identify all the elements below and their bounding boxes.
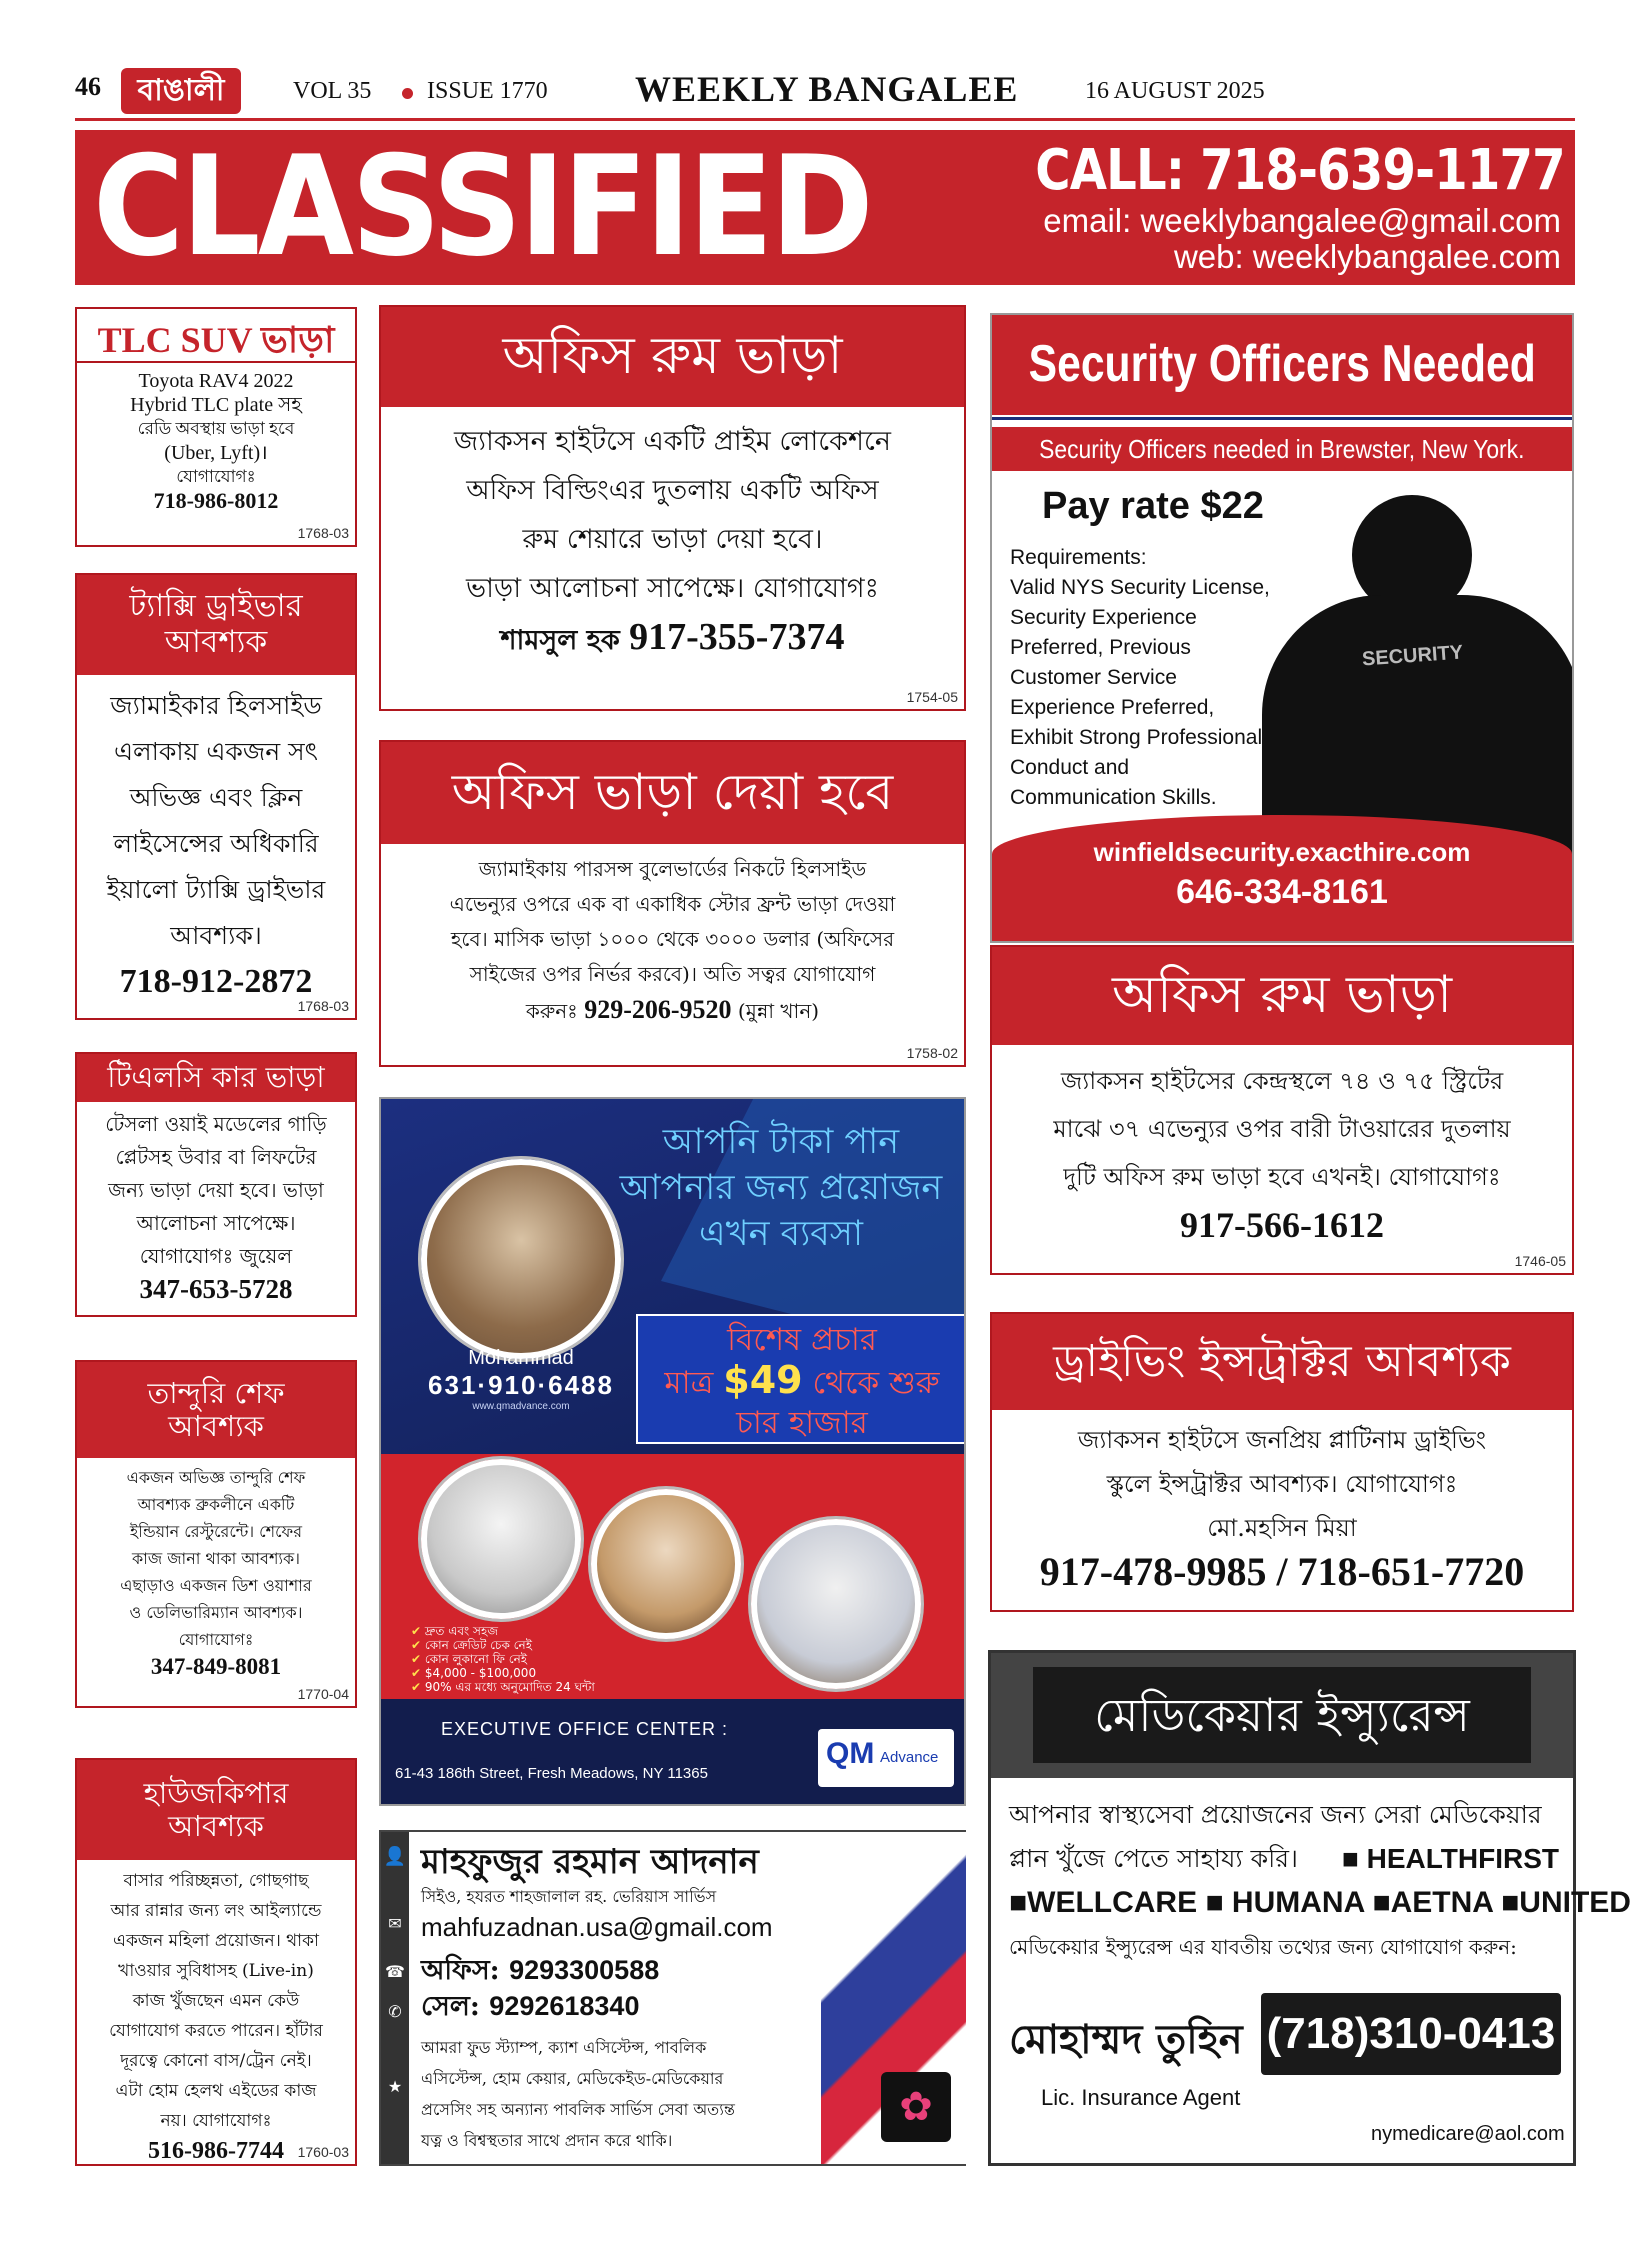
ad-code: 1768-03	[297, 525, 349, 541]
plans-row	[1009, 1881, 1631, 1925]
doctor-photo	[751, 1519, 921, 1689]
ad-line: জন্য ভাড়া দেয়া হবে। ভাড়া	[108, 1178, 324, 1202]
ad-heading: অফিস রুম ভাড়া	[992, 947, 1572, 1045]
ad-line: এলাকায় একজন সৎ	[114, 737, 318, 766]
banner-web: web: weeklybangalee.com	[1173, 238, 1561, 275]
person-photo	[421, 1159, 621, 1359]
ad-phone: 347-849-8081	[150, 1654, 282, 1679]
plan-name: AETNA	[1390, 1886, 1493, 1919]
plan-item: ■AETNA	[1372, 1886, 1493, 1919]
req-line: Security Experience	[1010, 606, 1197, 629]
office-label: অফিস:	[421, 1955, 500, 1986]
volume: VOL 35	[293, 78, 372, 104]
ad-line: রেডি অবস্থায় ভাড়া হবে	[137, 419, 295, 438]
ad-line: আবশ্যক।	[170, 921, 262, 950]
ad-qm-advance	[379, 1097, 966, 1806]
ad-line: যোগাযোগঃ জুয়েল	[139, 1244, 293, 1268]
ad-line: জ্যাকসন হাইটসে জনপ্রিয় প্লাটিনাম ড্রাইভিং	[1077, 1426, 1487, 1454]
ad-line: ইন্ডিয়ান রেস্টুরেন্টে। শেফের	[129, 1522, 303, 1541]
issue: ISSUE 1770	[427, 78, 548, 104]
plan-name: HUMANA	[1231, 1886, 1365, 1919]
divider	[77, 361, 355, 363]
ad-line: মো.মহসিন মিয়া	[1207, 1514, 1357, 1542]
ad-code: 1746-05	[1514, 1253, 1566, 1269]
cell-phone: 9292618340	[489, 1991, 640, 2021]
ad-headline	[601, 1119, 961, 1257]
ad-heading: TLC SUV ভাড়া	[97, 320, 335, 360]
ad-line: মাঝে ৩৭ এভেন্যুর ওপর বারী টাওয়ারের দুতলায়	[1053, 1115, 1511, 1143]
office-address: 61-43 186th Street, Fresh Meadows, NY 11365	[395, 1765, 708, 1782]
promo-line	[638, 1360, 966, 1403]
ad-line: বাসার পরিচ্ছন্নতা, গোছগাছ	[123, 1871, 309, 1891]
ad-line: অভিজ্ঞ এবং ক্লিন	[129, 783, 303, 812]
logo-text: QM	[826, 1737, 875, 1770]
ad-line: জ্যাকসন হাইটসে একটি প্রাইম লোকেশনে	[454, 426, 891, 457]
ad-heading-line: হাউজকিপার	[143, 1775, 289, 1810]
plan-item: ■WELLCARE	[1009, 1886, 1198, 1919]
ad-heading: অফিস ভাড়া দেয়া হবে	[381, 742, 964, 844]
ad-line: কাজ জানা থাকা আবশ্যক।	[132, 1549, 300, 1568]
ad-line: দুটি অফিস রুম ভাড়া হবে এখনই। যোগাযোগঃ	[1063, 1163, 1501, 1191]
banner-phone: CALL: 718-639-1177	[1035, 138, 1565, 203]
check-icon: ✔	[411, 1624, 425, 1638]
ad-office-room-2	[990, 945, 1574, 1275]
ad-heading	[77, 1362, 355, 1458]
ad-phone: 917-355-7374	[629, 616, 845, 658]
ad-line: প্লান খুঁজে পেতে সাহায্য করি।	[1009, 1844, 1298, 1873]
contact-site: www.qmadvance.com	[472, 1401, 570, 1412]
ad-line: Toyota RAV4 2022	[138, 370, 294, 392]
promo-word: থেকে শুরু	[812, 1365, 940, 1401]
desc-line: এসিস্টেন্স, হোম কেয়ার, মেডিকেইড-মেডিকেয়ার	[421, 2069, 724, 2088]
ad-heading: ড্রাইভিং ইন্সট্রাক্টর আবশ্যক	[992, 1314, 1572, 1410]
desc-line: প্রসেসিং সহ অন্যান্য পাবলিক সার্ভিস সেবা অত্যন্ত	[421, 2100, 735, 2119]
ad-code: 1770-04	[297, 1686, 349, 1702]
ad-line: দূরত্বে কোনো বাস/ট্রেন নেই।	[120, 2051, 312, 2071]
promo-text	[638, 1320, 966, 1443]
ad-adnan-card	[379, 1830, 966, 2166]
ad-contact: শামসুল হক	[500, 625, 620, 656]
issue-date: 16 AUGUST 2025	[1085, 78, 1265, 104]
ad-body	[83, 1108, 349, 1306]
card-email: mahfuzadnan.usa@gmail.com	[421, 1912, 773, 1942]
logo	[121, 68, 241, 114]
desc-line: যত্ন ও বিশ্বস্থতার সাথে প্রদান করে থাকি।	[421, 2131, 673, 2150]
ad-line: নয়। যোগাযোগঃ	[160, 2111, 272, 2131]
ad-footer	[992, 815, 1572, 943]
ad-body	[83, 369, 349, 513]
benefit-item	[411, 1638, 711, 1652]
contact-name: Mohammad	[468, 1347, 574, 1369]
mobile-icon: ✆	[388, 2002, 402, 2021]
ad-line: আপনার স্বাস্থ্যসেবা প্রয়োজনের জন্য সেরা মেডিকেয়ার	[1009, 1800, 1542, 1829]
ad-line: আলোচনা সাপেক্ষে।	[136, 1211, 296, 1235]
cell-label: সেল:	[421, 1991, 480, 2022]
ad-phone: 347-653-5728	[139, 1274, 293, 1304]
person-icon: 👤	[383, 1846, 407, 1867]
req-line: Experience Preferred,	[1010, 696, 1215, 719]
service-icon: ★	[387, 2077, 403, 2096]
plan-item: ■UNITED	[1501, 1886, 1631, 1919]
promo-word: মাত্র	[664, 1365, 714, 1401]
ad-heading-line: তান্দুরি শেফ	[147, 1375, 285, 1410]
chef-photo	[421, 1459, 581, 1619]
ad-phone: 917-566-1612	[1180, 1205, 1384, 1245]
banner-email: email: weeklybangalee@gmail.com	[1043, 202, 1561, 239]
card-cell	[421, 1986, 639, 2031]
req-line: Conduct and	[1010, 756, 1130, 779]
card-description	[421, 2032, 851, 2156]
ad-office-room-1	[379, 305, 966, 711]
ad-heading: টিএলসি কার ভাড়া	[77, 1054, 355, 1102]
req-line: Exhibit Strong Professional	[1010, 726, 1263, 749]
ad-line: এটা হোম হেলথ এইডের কাজ	[115, 2081, 317, 2101]
security-site: winfieldsecurity.exacthire.com	[1093, 837, 1471, 867]
ad-code: 1760-03	[297, 2144, 349, 2160]
email-icon: ✉	[388, 1914, 402, 1933]
ad-headline-line: আপনার জন্য প্রয়োজন	[619, 1168, 943, 1208]
ad-line: আর রান্নার জন্য লং আইল্যান্ডে	[110, 1901, 322, 1921]
promo-price: $49	[723, 1358, 803, 1402]
ad-line: Hybrid TLC plate সহ	[130, 394, 302, 416]
ad-line: রুম শেয়ারে ভাড়া দেয়া হবে।	[522, 524, 823, 555]
req-line: Customer Service	[1010, 666, 1177, 689]
ad-line: জ্যাকসন হাইটসের কেন্দ্রস্থলে ৭৪ ও ৭৫ স্ট্রিটের	[1060, 1067, 1504, 1095]
phone-icon: ☎	[385, 1962, 405, 1981]
ad-body	[83, 1464, 349, 1680]
ad-line: কাজ খুঁজছেন এমন কেউ	[132, 1991, 300, 2011]
ad-line: লাইসেন্সের অধিকারি	[113, 829, 319, 858]
ad-line: (Uber, Lyft)।	[164, 442, 268, 464]
ad-line: একজন অভিজ্ঞ তান্দুরি শেফ	[126, 1468, 306, 1487]
benefit-item	[411, 1666, 711, 1680]
ad-tandoori-chef	[75, 1360, 357, 1708]
ad-contact-line	[387, 613, 958, 665]
ad-body	[387, 852, 958, 1029]
ad-body	[998, 1057, 1566, 1249]
ad-body	[998, 1418, 1566, 1594]
ad-headline-line: আপনি টাকা পান	[662, 1122, 900, 1162]
req-line: Preferred, Previous	[1010, 636, 1191, 659]
classified-banner	[75, 126, 1575, 287]
agent-name: মোহাম্মদ তুহিন	[1009, 2016, 1243, 2063]
plan-name: WELLCARE	[1027, 1886, 1198, 1919]
ad-line: জ্যামাইকায় পারসন্স বুলেভার্ডের নিকটে হিলসাইড	[478, 857, 867, 881]
check-icon: ✔	[411, 1652, 425, 1666]
benefit-text: দ্রুত এবং সহজ	[424, 1624, 498, 1638]
ad-line: ও ডেলিভারিম্যান আবশ্যক।	[129, 1603, 303, 1622]
ad-line: ইয়ালো ট্যাক্সি ড্রাইভার	[106, 875, 326, 904]
ad-office-rent	[379, 740, 966, 1067]
ad-heading-line: আবশ্যক	[168, 1409, 264, 1443]
ad-code: 1754-05	[906, 689, 958, 705]
check-icon: ✔	[411, 1680, 425, 1694]
ad-line: এছাড়াও একজন ডিশ ওয়াশার	[120, 1576, 312, 1595]
bullet-dot	[402, 88, 413, 99]
ad-headline-line: এখন ব্যবসা	[698, 1214, 863, 1254]
check-icon: ✔	[411, 1666, 425, 1680]
ad-line: সাইজের ওপর নির্ভর করবে)। অতি সত্বর যোগাযোগ	[469, 962, 876, 986]
ad-phone: 516-986-7744	[148, 2138, 284, 2164]
ad-heading	[992, 315, 1572, 415]
page-number: 46	[75, 72, 101, 101]
check-icon: ✔	[411, 1638, 425, 1652]
ad-line: করুনঃ	[525, 999, 578, 1023]
flower-logo	[881, 2072, 951, 2142]
benefit-item	[411, 1652, 711, 1666]
ad-line: এভেন্যুর ওপরে এক বা একাধিক স্টোর ফ্রন্ট ভাড়া দেওয়া	[449, 892, 896, 916]
ad-heading	[77, 1760, 355, 1860]
ad-contact: (মুন্না খান)	[737, 999, 820, 1023]
req-line: Valid NYS Security License,	[1010, 576, 1270, 599]
banner-title: CLASSIFIED	[93, 126, 871, 287]
security-shirt-text: SECURITY	[1361, 641, 1464, 671]
ad-code: 1768-03	[297, 998, 349, 1014]
agent-title: Lic. Insurance Agent	[1041, 2085, 1241, 2110]
ad-tlc-suv	[75, 307, 357, 547]
req-line: Requirements:	[1010, 546, 1147, 569]
benefit-text: কোন ক্রেডিট চেক নেই	[424, 1638, 532, 1652]
ad-line: স্কুলে ইন্সট্রাক্টর আবশ্যক। যোগাযোগঃ	[1106, 1470, 1458, 1498]
plan-name: UNITED	[1519, 1886, 1631, 1919]
ad-body	[387, 417, 958, 665]
promo-line: চার হাজার	[736, 1405, 868, 1441]
ad-contact-line	[387, 992, 958, 1029]
card-title: সিইও, হযরত শাহজালাল রহ. ভেরিয়াস সার্ভিস	[421, 1887, 717, 1906]
plan-name: HEALTHFIRST	[1366, 1843, 1559, 1874]
ad-body	[1009, 1793, 1631, 1969]
logo-text: বাঙালী	[137, 73, 225, 108]
promo-line: বিশেষ প্রচার	[727, 1322, 877, 1358]
ad-contact	[401, 1347, 641, 1412]
stripe	[992, 417, 1572, 420]
agent-phone: (718)310-0413	[1266, 2009, 1556, 2058]
ad-sub-text: Security Officers needed in Brewster, New York.	[1039, 434, 1525, 464]
newspaper-name: WEEKLY BANGALEE	[635, 69, 1019, 109]
ad-tlc-car	[75, 1052, 357, 1317]
benefit-item	[411, 1624, 711, 1638]
icon-column	[381, 1832, 409, 2164]
req-line: Communication Skills.	[1010, 786, 1217, 809]
flower-icon: ✿	[899, 2084, 933, 2130]
promo-box	[636, 1314, 966, 1444]
security-phone: 646-334-8161	[1176, 873, 1388, 911]
ad-heading	[77, 575, 355, 675]
ad-line: অফিস বিল্ডিংএর দুতলায় একটি অফিস	[466, 475, 879, 506]
ad-heading-text: Security Officers Needed	[1028, 335, 1536, 394]
plan-item: ■ HEALTHFIRST	[1341, 1843, 1559, 1874]
phone-box	[1261, 1993, 1561, 2075]
plan-item: ■ HUMANA	[1205, 1886, 1365, 1919]
desc-line: আমরা ফুড স্ট্যাম্প, ক্যাশ এসিস্টেন্স, পাবলিক	[421, 2038, 707, 2057]
benefit-text: কোন লুকানো ফি নেই	[424, 1652, 527, 1666]
contact-phone: 631·910·6488	[428, 1370, 614, 1400]
ad-line: একজন মহিলা প্রয়োজন। থাকা	[113, 1931, 319, 1951]
ad-medicare	[988, 1650, 1631, 2166]
ad-line: আবশ্যক ব্রুকলীনে একটি	[137, 1495, 295, 1514]
ad-line: যোগাযোগঃ	[176, 467, 256, 486]
footer-band	[381, 1699, 964, 1806]
ad-taxi-driver	[75, 573, 357, 1020]
ad-heading: মেডিকেয়ার ইন্স্যুরেন্স	[1033, 1667, 1531, 1763]
ad-security	[990, 313, 1574, 943]
office-phone: 9293300588	[509, 1955, 660, 1985]
benefit-item	[411, 1680, 711, 1694]
ad-line: যোগাযোগঃ	[178, 1630, 254, 1649]
ad-line: খাওয়ার সুবিধাসহ (Live-in)	[118, 1961, 314, 1981]
ad-line: জ্যামাইকার হিলসাইড	[110, 691, 322, 720]
ad-phone: 917-478-9985 / 718-651-7720	[1039, 1549, 1525, 1594]
pay-rate: Pay rate $22	[1042, 485, 1264, 527]
ad-line: মেডিকেয়ার ইন্স্যুরেন্স এর যাবতীয় তথ্যের জন্য যোগাযোগ করুন:	[1009, 1935, 1517, 1959]
ad-sub	[992, 427, 1572, 471]
benefits-list	[411, 1624, 711, 1694]
ad-line: প্লেটসহ উবার বা লিফটের	[115, 1145, 317, 1169]
agent-email: nymedicare@aol.com	[1371, 2123, 1565, 2145]
ad-line: ভাড়া আলোচনা সাপেক্ষে। যোগাযোগঃ	[465, 573, 880, 604]
ad-line: যোগাযোগ করতে পারেন। হাঁটার	[109, 2021, 323, 2041]
ad-housekeeper	[75, 1758, 357, 2166]
ad-line: হবে। মাসিক ভাড়া ১০০০ থেকে ৩০০০ ডলার (অফিসের	[450, 927, 895, 951]
ad-code: 1758-02	[906, 1045, 958, 1061]
ad-plans-line	[1009, 1837, 1569, 1881]
ad-driving-instructor	[990, 1312, 1574, 1612]
benefit-text: $4,000 - $100,000	[424, 1666, 537, 1680]
header-rule	[75, 118, 1575, 121]
logo-sub: Advance	[880, 1749, 939, 1766]
ad-heading-line: ট্যাক্সি ড্রাইভার	[129, 588, 303, 625]
ad-heading-line: আবশ্যক	[168, 1809, 264, 1843]
card-name: মাহফুজুর রহমান আদনান	[421, 1842, 759, 1882]
qm-logo	[818, 1729, 954, 1787]
ad-heading: অফিস রুম ভাড়া	[381, 307, 964, 407]
ad-heading-line: আবশ্যক	[164, 624, 268, 660]
masthead-row	[75, 68, 1575, 116]
ad-phone: 718-986-8012	[153, 488, 279, 513]
ad-body	[83, 1866, 349, 2166]
ad-heading-band	[991, 1653, 1573, 1778]
woman-photo	[591, 1489, 741, 1639]
office-label: EXECUTIVE OFFICE CENTER :	[441, 1719, 729, 1739]
benefit-text: 90% এর মধ্যে অনুমোদিত 24 ঘন্টা	[424, 1680, 595, 1694]
ad-body	[83, 683, 349, 1005]
requirements	[1010, 543, 1350, 813]
ad-phone: 929-206-9520	[584, 995, 732, 1024]
ad-phone: 718-912-2872	[119, 963, 313, 1000]
ad-line: টেসলা ওয়াই মডেলের গাড়ি	[105, 1112, 327, 1136]
